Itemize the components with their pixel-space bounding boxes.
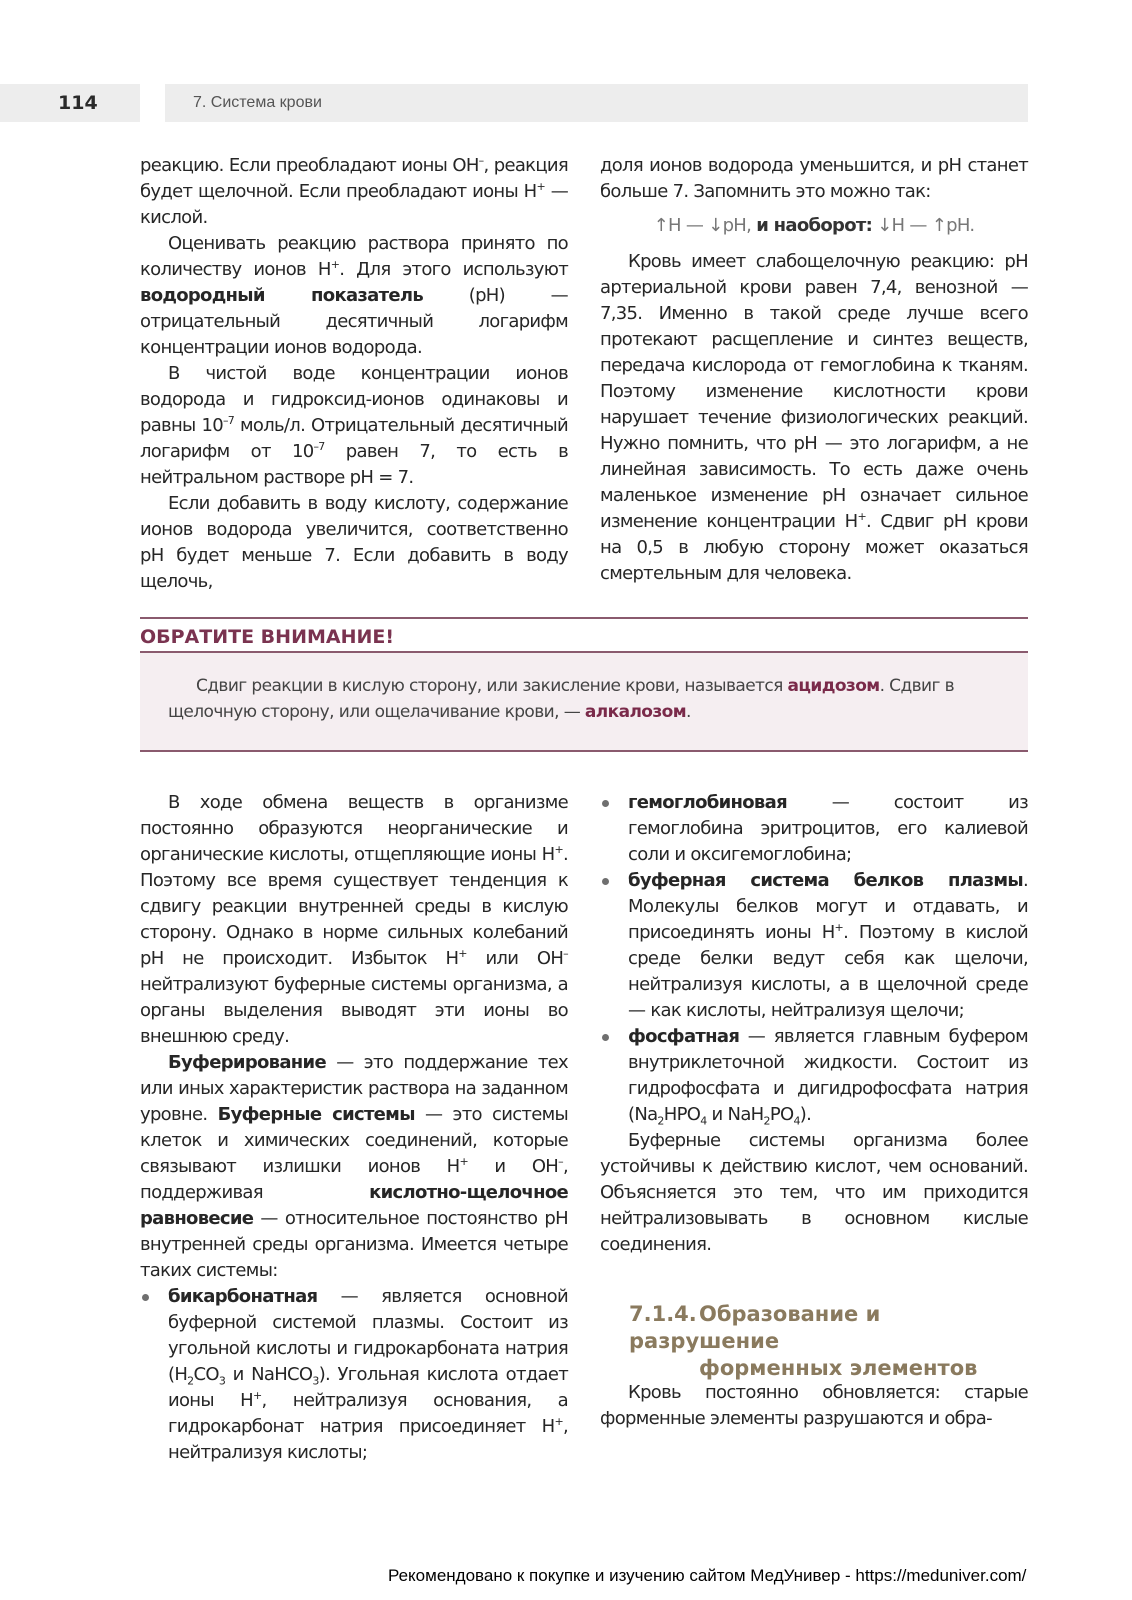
chapter-title: 7. Система крови (165, 84, 1028, 122)
buffer-list-continued (600, 790, 1028, 1128)
section-heading (629, 1301, 1029, 1382)
paragraph: В чистой воде концентрации ионов водорода и гидроксид-ионов одинаковы и равны $10^{-7}$ моль/л. Отрицательный десятичный логарифм от $10^{-7}$ равен 7, то есть в нейтральном растворе pH = 7. (140, 363, 569, 488)
section-title-line2: форменных элементов (699, 1356, 978, 1380)
paragraph: Буферирование — это поддержание тех или иных характеристик раствора на заданном уровне. Буферные системы — это системы клеток и химических соединений, которые связывают излишки ионов H+ и OH–, поддерживая кислотно-щелочное равновесие — относительное постоянство pH внутренней среды организма. Имеется четыре таких системы: (140, 1052, 568, 1281)
top-right-column (600, 153, 1028, 587)
paragraph: Если добавить в воду кислоту, содержание ионов водорода увеличится, соответственно pH будет меньше 7. Если добавить в воду щелочь, (140, 493, 568, 592)
paragraph: доля ионов водорода уменьшится, и pH станет больше 7. Запомнить это можно так: (600, 155, 1028, 202)
attention-title: ОБРАТИТЕ ВНИМАНИЕ! (140, 617, 1028, 653)
term-acidosis: ацидозом (787, 676, 880, 696)
section-title-line1: Образование и разрушение (629, 1302, 881, 1353)
paragraph: В ходе обмена веществ в организме постоянно образуются неорганические и органические кислоты, отщепляющие ионы H+. Поэтому все время существует тенденция к сдвигу реакции внутренней среды в кислую сторону. Однако в норме сильных колебаний pH не происходит. Избыток H+ или OH– нейтрализуют буферные системы организма, а органы выделения выводят эти ионы во внешнюю среду. (140, 792, 568, 1047)
term-alkalosis: алкалозом (584, 702, 687, 722)
paragraph: Буферные системы организма более устойчивы к действию кислот, чем оснований. Объясняется это тем, что им приходится нейтрализовывать в основном кислые соединения. (600, 1130, 1028, 1255)
list-item: буферная система белков плазмы. Молекулы белков могут и отдавать, и присоединять ионы H+. Поэтому в кислой среде белки ведут себя как щелочи, нейтрализуя кислоты, а в щелочной среде — как кислоты, нейтрализуя щелочи; (600, 868, 1028, 1024)
bottom-left-column (140, 790, 568, 1466)
paragraph: реакцию. Если преобладают ионы OH–, реакция будет щелочной. Если преобладают ионы H+ — кислой. (140, 154, 568, 228)
page-number: 114 (0, 84, 140, 122)
attention-box (140, 653, 1028, 752)
attention-text: Сдвиг реакции в кислую сторону, или закисление крови, называется ацидозом. Сдвиг в щелочную сторону, или ощелачивание крови, — алкалозом. (168, 676, 955, 722)
section-intro (600, 1380, 1028, 1432)
paragraph: Оценивать реакцию раствора принято по количеству ионов H+. Для этого используют водородный показатель (pH) — отрицательный десятичный логарифм концентрации ионов водорода. (140, 233, 568, 358)
bottom-right-column (600, 790, 1028, 1258)
top-left-column (140, 153, 568, 595)
buffer-list (140, 1284, 568, 1466)
section-number: 7.1.4. (629, 1302, 697, 1326)
list-item: гемоглобиновая — состоит из гемоглобина эритроцитов, его калиевой соли и оксигемоглобина; (600, 790, 1028, 868)
list-item: фосфатная — является главным буфером внутриклеточной жидкости. Состоит из гидрофосфата и дигидрофосфата натрия ($Na_2HPO_4$ и $NaH_2PO_4$). (600, 1024, 1028, 1128)
ph-formula: ↑H — ↓pH, и наоборот: ↓H — ↑pH. (653, 215, 975, 236)
footer-recommendation: Рекомендовано к покупке и изучению сайтом МедУнивер - https://meduniver.com/ (388, 1566, 1027, 1585)
paragraph: Кровь имеет слабощелочную реакцию: pH артериальной крови равен 7,4, венозной — 7,35. Именно в такой среде лучше всего протекают расщепление и синтез веществ, передача кислорода от гемоглобина к тканям. Поэтому изменение кислотности крови нарушает течение физиологических реакций. Нужно помнить, что pH — это логарифм, а не линейная зависимость. То есть даже очень маленькое изменение pH означает сильное изменение концентрации H+. Сдвиг pH крови на 0,5 в любую сторону может оказаться смертельным для человека. (600, 251, 1028, 584)
list-item: бикарбонатная — является основной буферной системой плазмы. Состоит из угольной кислоты и гидрокарбоната натрия ($H_2CO_3$ и NaHCO$_3$). Угольная кислота отдает ионы H+, нейтрализуя основания, а гидрокарбонат натрия присоединяет H+, нейтрализуя кислоты; (140, 1284, 568, 1466)
paragraph: Кровь постоянно обновляется: старые форменные элементы разрушаются и обра- (600, 1382, 1028, 1429)
